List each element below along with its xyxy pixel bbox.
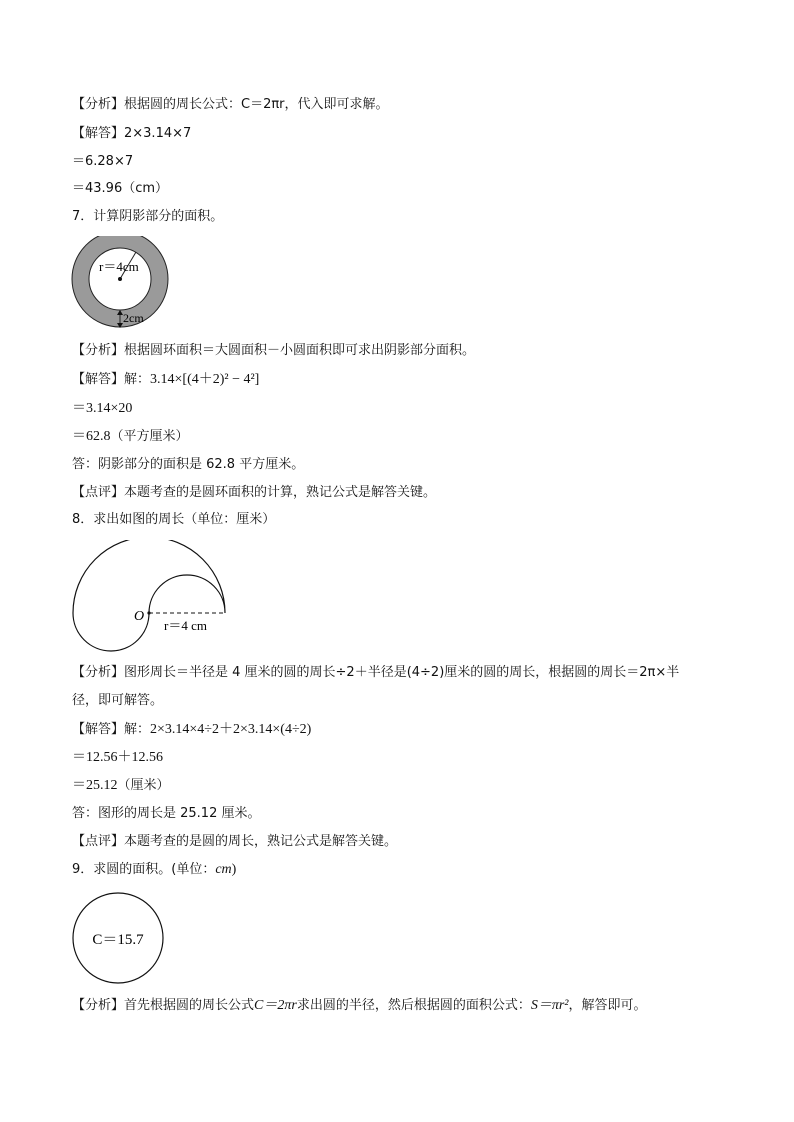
- q8-analysis-line2: 径，即可解答。: [72, 693, 164, 708]
- q8-conclusion: 答：图形的周长是 25.12 厘米。: [72, 806, 261, 821]
- q6-step1: ＝6.28×7: [72, 154, 134, 169]
- q7-step1: ＝3.14×20: [72, 401, 133, 416]
- q9-title-close: ): [231, 862, 237, 877]
- perimeter-path: [73, 540, 225, 651]
- q9-analysis-c: ，解答即可。: [568, 998, 647, 1013]
- q6-answer: 【解答】2×3.14×7: [72, 126, 192, 141]
- q9-title-unit: cm: [215, 862, 232, 877]
- q6-analysis: 【分析】根据圆的周长公式：C＝2πr，代入即可求解。: [72, 97, 389, 112]
- q7-analysis: 【分析】根据圆环面积＝大圆面积－小圆面积即可求出阴影部分面积。: [72, 343, 476, 358]
- q7-conclusion: 答：阴影部分的面积是 62.8 平方厘米。: [72, 457, 305, 472]
- q7-answer: [72, 371, 259, 389]
- q9-title-text: 9．求圆的面积。(单位：: [72, 862, 216, 877]
- q7-answer-prefix: 【解答】解：: [72, 372, 151, 387]
- q9-formula-c: C＝2πr: [254, 998, 297, 1013]
- q7-step2-value: ＝62.8: [72, 429, 111, 444]
- q9-title: [72, 861, 236, 879]
- q7-answer-expr: 3.14×[(4＋2)² − 4²]: [150, 372, 260, 387]
- q9-analysis: [72, 997, 647, 1015]
- q7-step2: [72, 428, 189, 446]
- q8-step2: [72, 777, 170, 795]
- q7-title: 7．计算阴影部分的面积。: [72, 209, 224, 224]
- width-label: 2cm: [123, 311, 144, 325]
- q8-step1: ＝12.56＋12.56: [72, 750, 163, 765]
- q8-analysis-line1: 【分析】图形周长＝半径是 4 厘米的圆的周长÷2＋半径是(4÷2)厘米的圆的周长，根据圆的周长＝2π×半: [72, 665, 680, 680]
- q8-answer-prefix: 【解答】解：: [72, 722, 151, 737]
- q6-step2: ＝43.96（cm）: [72, 181, 169, 196]
- q8-comment: 【点评】本题考查的是圆的周长，熟记公式是解答关键。: [72, 834, 398, 849]
- q9-analysis-a: 【分析】首先根据圆的周长公式: [72, 998, 255, 1013]
- q7-step2-unit: （平方厘米）: [110, 429, 189, 444]
- q8-title: 8．求出如图的周长（单位：厘米）: [72, 512, 276, 527]
- radius-label: r＝4cm: [99, 259, 139, 274]
- center-o: [147, 611, 150, 614]
- q7-comment: 【点评】本题考查的是圆环面积的计算，熟记公式是解答关键。: [72, 485, 437, 500]
- annulus-figure: [70, 236, 172, 332]
- q9-analysis-b: 求出圆的半径，然后根据圆的面积公式：: [296, 998, 531, 1013]
- q8-step2-unit: （厘米）: [117, 778, 170, 793]
- q8-step2-value: ＝25.12: [72, 778, 118, 793]
- circle-figure: [70, 890, 166, 986]
- q9-formula-s: S＝πr²: [530, 998, 569, 1013]
- r-label: r＝4 cm: [164, 618, 207, 633]
- q8-answer-expr: 2×3.14×4÷2＋2×3.14×(4÷2): [150, 722, 312, 737]
- center-dot: [118, 277, 122, 281]
- q8-answer: [72, 721, 311, 739]
- spiral-figure: [68, 540, 233, 655]
- circumference-label: C＝15.7: [92, 932, 144, 948]
- o-label: O: [134, 609, 145, 624]
